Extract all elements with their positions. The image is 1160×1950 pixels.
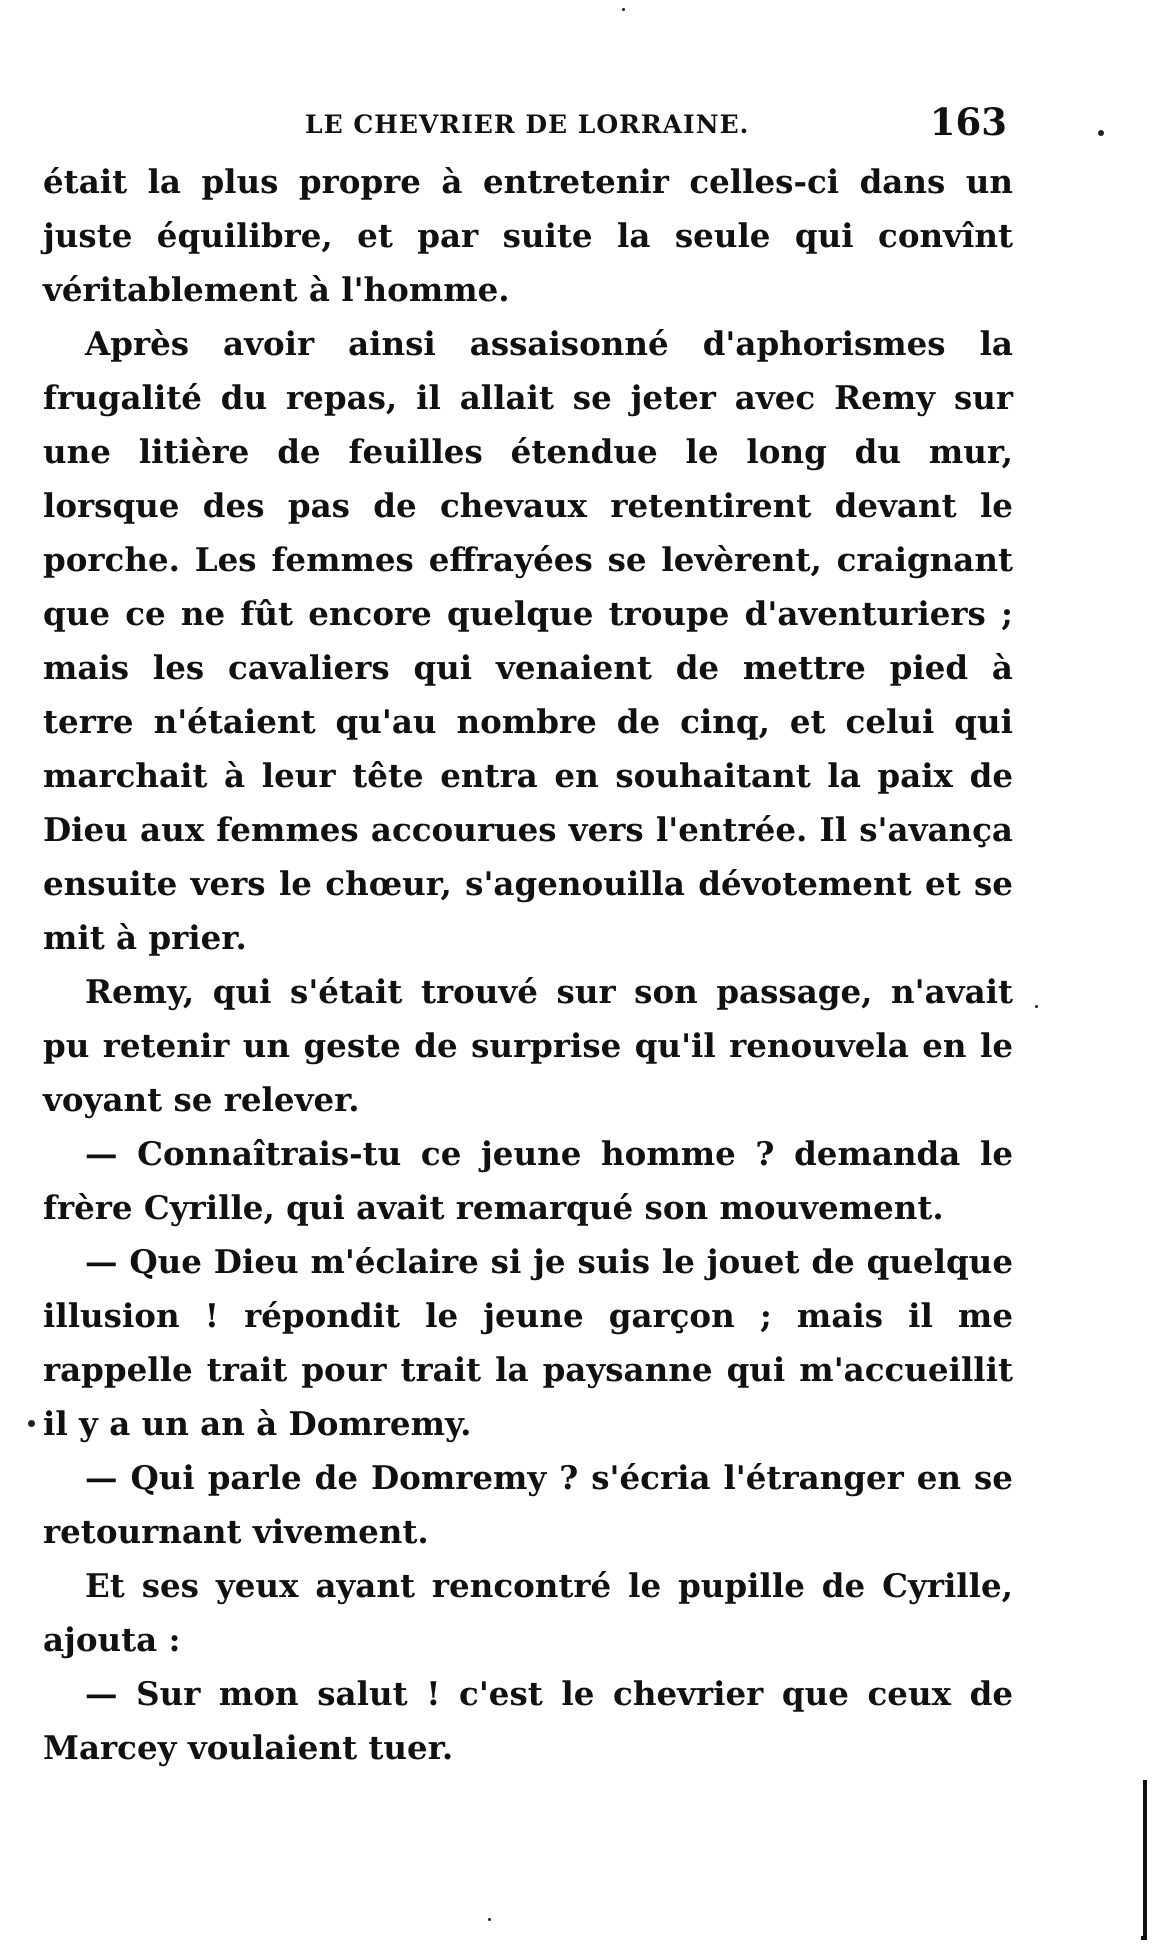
scan-speck — [1098, 130, 1104, 136]
paragraph: Remy, qui s'était trouvé sur son passage, n'avait pu retenir un geste de surprise qu'il renouvela en le voyant se relever. — [43, 972, 1013, 1119]
paragraph-continuation: était la plus propre à entretenir celles-ci dans un juste équilibre, et par suite la seule qui convînt véritablement à l'homme. — [43, 162, 1013, 309]
dialogue-paragraph: — Que Dieu m'éclaire si je suis le jouet de quelque illusion ! répondit le jeune garçon ; mais il me rappelle trait pour trait la paysanne qui m'accueillit il y a un an à Domremy. — [43, 1242, 1013, 1443]
page-number: 163 — [929, 100, 1007, 144]
dialogue-paragraph: — Connaîtrais-tu ce jeune homme ? demanda le frère Cyrille, qui avait remarqué son mouvement. — [43, 1134, 1013, 1227]
scan-speck — [1035, 1005, 1038, 1008]
paragraph: Et ses yeux ayant rencontré le pupille de Cyrille, ajouta : — [43, 1566, 1013, 1659]
scan-edge-bracket — [1141, 1780, 1147, 1940]
running-header — [45, 100, 1015, 144]
body-text — [43, 155, 1013, 1775]
scan-speck — [28, 1420, 35, 1427]
dialogue-paragraph: — Sur mon salut ! c'est le chevrier que ceux de Marcey voulaient tuer. — [43, 1674, 1013, 1767]
scan-speck — [622, 8, 625, 11]
paragraph: Après avoir ainsi assaisonné d'aphorismes la frugalité du repas, il allait se jeter avec Remy sur une litière de feuilles étendue le long du mur, lorsque des pas de chevaux retentirent devant le porche. Les femmes effrayées se levèrent, craignant que ce ne fût encore quelque troupe d'aventuriers ; mais les cavaliers qui venaient de mettre pied à terre n'étaient qu'au nombre de cinq, et celui qui marchait à leur tête entra en souhaitant la paix de Dieu aux femmes accourues vers l'entrée. Il s'avança ensuite vers le chœur, s'agenouilla dévotement et se mit à prier. — [43, 324, 1013, 957]
running-title: LE CHEVRIER DE LORRAINE. — [305, 110, 750, 139]
scan-speck — [488, 1918, 491, 1921]
dialogue-paragraph: — Qui parle de Domremy ? s'écria l'étranger en se retournant vivement. — [43, 1458, 1013, 1551]
